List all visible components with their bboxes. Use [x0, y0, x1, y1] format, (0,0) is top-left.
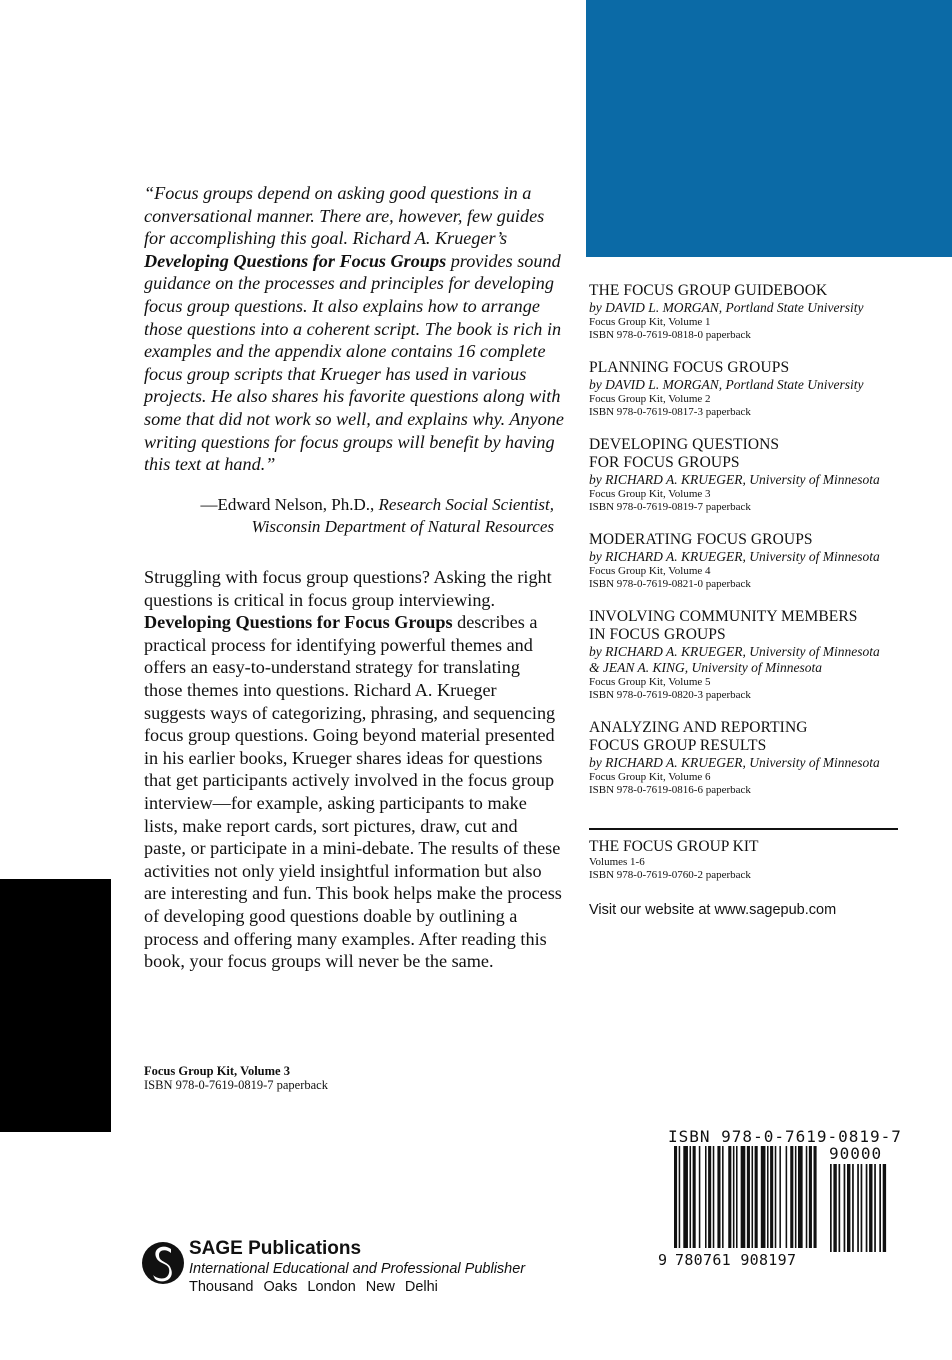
- barcode-bar: [752, 1146, 754, 1248]
- book-isbn: ISBN 978-0-7619-0816-6 paperback: [589, 784, 751, 796]
- barcode-addon-bar: [883, 1164, 886, 1252]
- barcode-bar: [713, 1146, 715, 1248]
- barcode-bar: [795, 1146, 797, 1248]
- book-description: [144, 566, 562, 973]
- barcode-bar: [775, 1146, 777, 1248]
- book-author-line: by RICHARD A. KRUEGER, University of Minnesota: [589, 472, 880, 487]
- attribution-role: Research Social Scientist,: [378, 495, 554, 514]
- barcode-digits: 780761 908197: [675, 1251, 797, 1269]
- barcode-bar: [798, 1146, 803, 1248]
- barcode-addon-bar: [874, 1164, 876, 1252]
- barcode-bar: [717, 1146, 720, 1248]
- book-isbn: ISBN 978-0-7619-0819-7 paperback: [589, 501, 751, 513]
- series-book-list: [589, 282, 899, 814]
- barcode-bar: [708, 1146, 711, 1248]
- book-author-line: & JEAN A. KING, University of Minnesota: [589, 660, 822, 675]
- barcode-bar: [747, 1146, 750, 1248]
- quote-text-2: provides sound guidance on the processes and principles for developing focus group questions. It also explains how to arrange those questions into a coherent script. The book is rich in examples and the appendix alone contains 16 complete focus group scripts that Krueger has used in various projects. He also shares his favorite questions along with some that did not work so well, and explains why. Anyone writing questions for focus groups will benefit by having this text at hand.”: [144, 250, 564, 475]
- barcode-bar: [767, 1146, 769, 1248]
- book-title-line: ANALYZING AND REPORTING: [589, 719, 808, 736]
- book-title-line: FOR FOCUS GROUPS: [589, 454, 740, 471]
- barcode-addon-bar: [833, 1164, 836, 1252]
- website-link[interactable]: Visit our website at www.sagepub.com: [589, 902, 837, 918]
- barcode-bar: [741, 1146, 746, 1248]
- book-author-line: by DAVID L. MORGAN, Portland State University: [589, 300, 864, 315]
- barcode-icon: [668, 1146, 900, 1252]
- series-book-item: [589, 282, 899, 342]
- book-author-line: by RICHARD A. KRUEGER, University of Minnesota: [589, 644, 880, 659]
- book-title-line: THE FOCUS GROUP GUIDEBOOK: [589, 282, 828, 299]
- barcode-addon-bar: [844, 1164, 846, 1252]
- barcode-bar: [728, 1146, 731, 1248]
- description-text-1: Struggling with focus group questions? Asking the right questions is critical in focus group interviewing.: [144, 567, 552, 610]
- quote-text-1: “Focus groups depend on asking good questions in a conversational manner. There are, however, few guides for accomplishing this goal. Richard A. Krueger’s: [144, 183, 545, 249]
- book-author-line: by DAVID L. MORGAN, Portland State University: [589, 377, 864, 392]
- barcode-bar: [809, 1146, 812, 1248]
- barcode-bar: [733, 1146, 735, 1248]
- book-title-line: DEVELOPING QUESTIONS: [589, 436, 780, 453]
- series-book-item: [589, 436, 899, 514]
- barcode-bar: [722, 1146, 724, 1248]
- book-title-line: FOCUS GROUP RESULTS: [589, 737, 767, 754]
- endorsement-quote: [144, 182, 564, 476]
- publisher-block: [189, 1238, 525, 1296]
- cover-color-block: [586, 0, 952, 257]
- book-title-line: IN FOCUS GROUPS: [589, 626, 726, 643]
- barcode-addon-bar: [866, 1164, 868, 1252]
- attribution-org: Wisconsin Department of Natural Resources: [251, 517, 554, 536]
- description-text-2: describes a practical process for identifying powerful themes and offers an easy-to-understand strategy for translating those themes into questions. Richard A. Krueger suggests ways of categorizing, phrasing, and sequencing focus group questions. Going beyond material presented in his earlier books, Krueger shares ideas for questions that get participants actively involved in the focus group interview—for example, asking participants to make lists, make report cards, sort pictures, draw, cut and paste, or participate in a mini-debate. The results of these activities not only yield insightful information but also are interesting and fun. This book helps make the process of developing good questions doable by outlining a process and offering many examples. After reading this book, your focus groups will never be the same.: [144, 612, 562, 972]
- barcode-addon-bar: [869, 1164, 872, 1252]
- barcode-bar: [814, 1146, 817, 1248]
- barcode-bar: [790, 1146, 793, 1248]
- kit-volumes: Volumes 1-6: [589, 856, 645, 868]
- book-kit-volume: Focus Group Kit, Volume 5: [589, 676, 711, 688]
- barcode-addon-bar: [861, 1164, 863, 1252]
- publisher-cities: Thousand Oaks London New Delhi: [189, 1279, 438, 1295]
- series-book-item: [589, 359, 899, 419]
- book-isbn: ISBN 978-0-7619-0818-0 paperback: [589, 329, 751, 341]
- book-kit-volume: Focus Group Kit, Volume 4: [589, 565, 711, 577]
- spine-black-bar: [0, 879, 111, 1132]
- barcode-bar: [786, 1146, 788, 1248]
- barcode-bar: [683, 1146, 688, 1248]
- barcode-bar: [755, 1146, 758, 1248]
- barcode-bar: [770, 1146, 773, 1248]
- barcode-bar: [674, 1146, 677, 1248]
- kit-info: [589, 838, 899, 882]
- barcode-bar: [806, 1146, 808, 1248]
- book-kit-volume: Focus Group Kit, Volume 2: [589, 393, 711, 405]
- kit-isbn: ISBN 978-0-7619-0760-2 paperback: [589, 869, 751, 881]
- volume-line: Focus Group Kit, Volume 3: [144, 1064, 290, 1078]
- barcode-bar: [699, 1146, 701, 1248]
- book-author-line: by RICHARD A. KRUEGER, University of Minnesota: [589, 755, 880, 770]
- book-title-line: INVOLVING COMMUNITY MEMBERS: [589, 608, 858, 625]
- publisher-subtitle: International Educational and Professional Publisher: [189, 1261, 526, 1277]
- publisher-name: SAGE Publications: [189, 1238, 362, 1259]
- volume-isbn: ISBN 978-0-7619-0819-7 paperback: [144, 1078, 328, 1092]
- barcode-bar: [761, 1146, 766, 1248]
- book-title-line: PLANNING FOCUS GROUPS: [589, 359, 790, 376]
- quote-book-title: Developing Questions for Focus Groups: [144, 250, 447, 271]
- series-book-item: [589, 719, 899, 797]
- barcode-bar: [690, 1146, 692, 1248]
- barcode-bar: [705, 1146, 707, 1248]
- book-kit-volume: Focus Group Kit, Volume 3: [589, 488, 711, 500]
- barcode-bar: [679, 1146, 681, 1248]
- volume-info: [144, 1064, 328, 1092]
- quote-attribution: [144, 494, 554, 538]
- book-title-line: MODERATING FOCUS GROUPS: [589, 531, 813, 548]
- divider: [589, 828, 898, 830]
- series-book-item: [589, 531, 899, 591]
- book-author-line: by RICHARD A. KRUEGER, University of Minnesota: [589, 549, 880, 564]
- barcode-lead-digit: 9: [658, 1251, 668, 1269]
- book-isbn: ISBN 978-0-7619-0820-3 paperback: [589, 689, 751, 701]
- attribution-name: —Edward Nelson, Ph.D.,: [200, 495, 379, 514]
- sage-logo-icon: [141, 1233, 185, 1293]
- description-book-title: Developing Questions for Focus Groups: [144, 612, 453, 633]
- barcode-bar: [736, 1146, 738, 1248]
- series-book-item: [589, 608, 899, 702]
- barcode-addon-bar: [839, 1164, 841, 1252]
- barcode-bar: [693, 1146, 696, 1248]
- book-isbn: ISBN 978-0-7619-0817-3 paperback: [589, 406, 751, 418]
- barcode-isbn-text: ISBN 978-0-7619-0819-7: [668, 1127, 902, 1146]
- book-kit-volume: Focus Group Kit, Volume 6: [589, 771, 711, 783]
- barcode-addon-bar: [830, 1164, 832, 1252]
- barcode-addon-bar: [847, 1164, 850, 1252]
- book-kit-volume: Focus Group Kit, Volume 1: [589, 316, 711, 328]
- barcode-addon-bar: [879, 1164, 881, 1252]
- kit-title: THE FOCUS GROUP KIT: [589, 838, 759, 855]
- barcode-bar: [779, 1146, 781, 1248]
- barcode-addon-bar: [857, 1164, 859, 1252]
- barcode-addon-digits: 90000: [829, 1144, 883, 1163]
- book-isbn: ISBN 978-0-7619-0821-0 paperback: [589, 578, 751, 590]
- barcode-addon-bar: [852, 1164, 854, 1252]
